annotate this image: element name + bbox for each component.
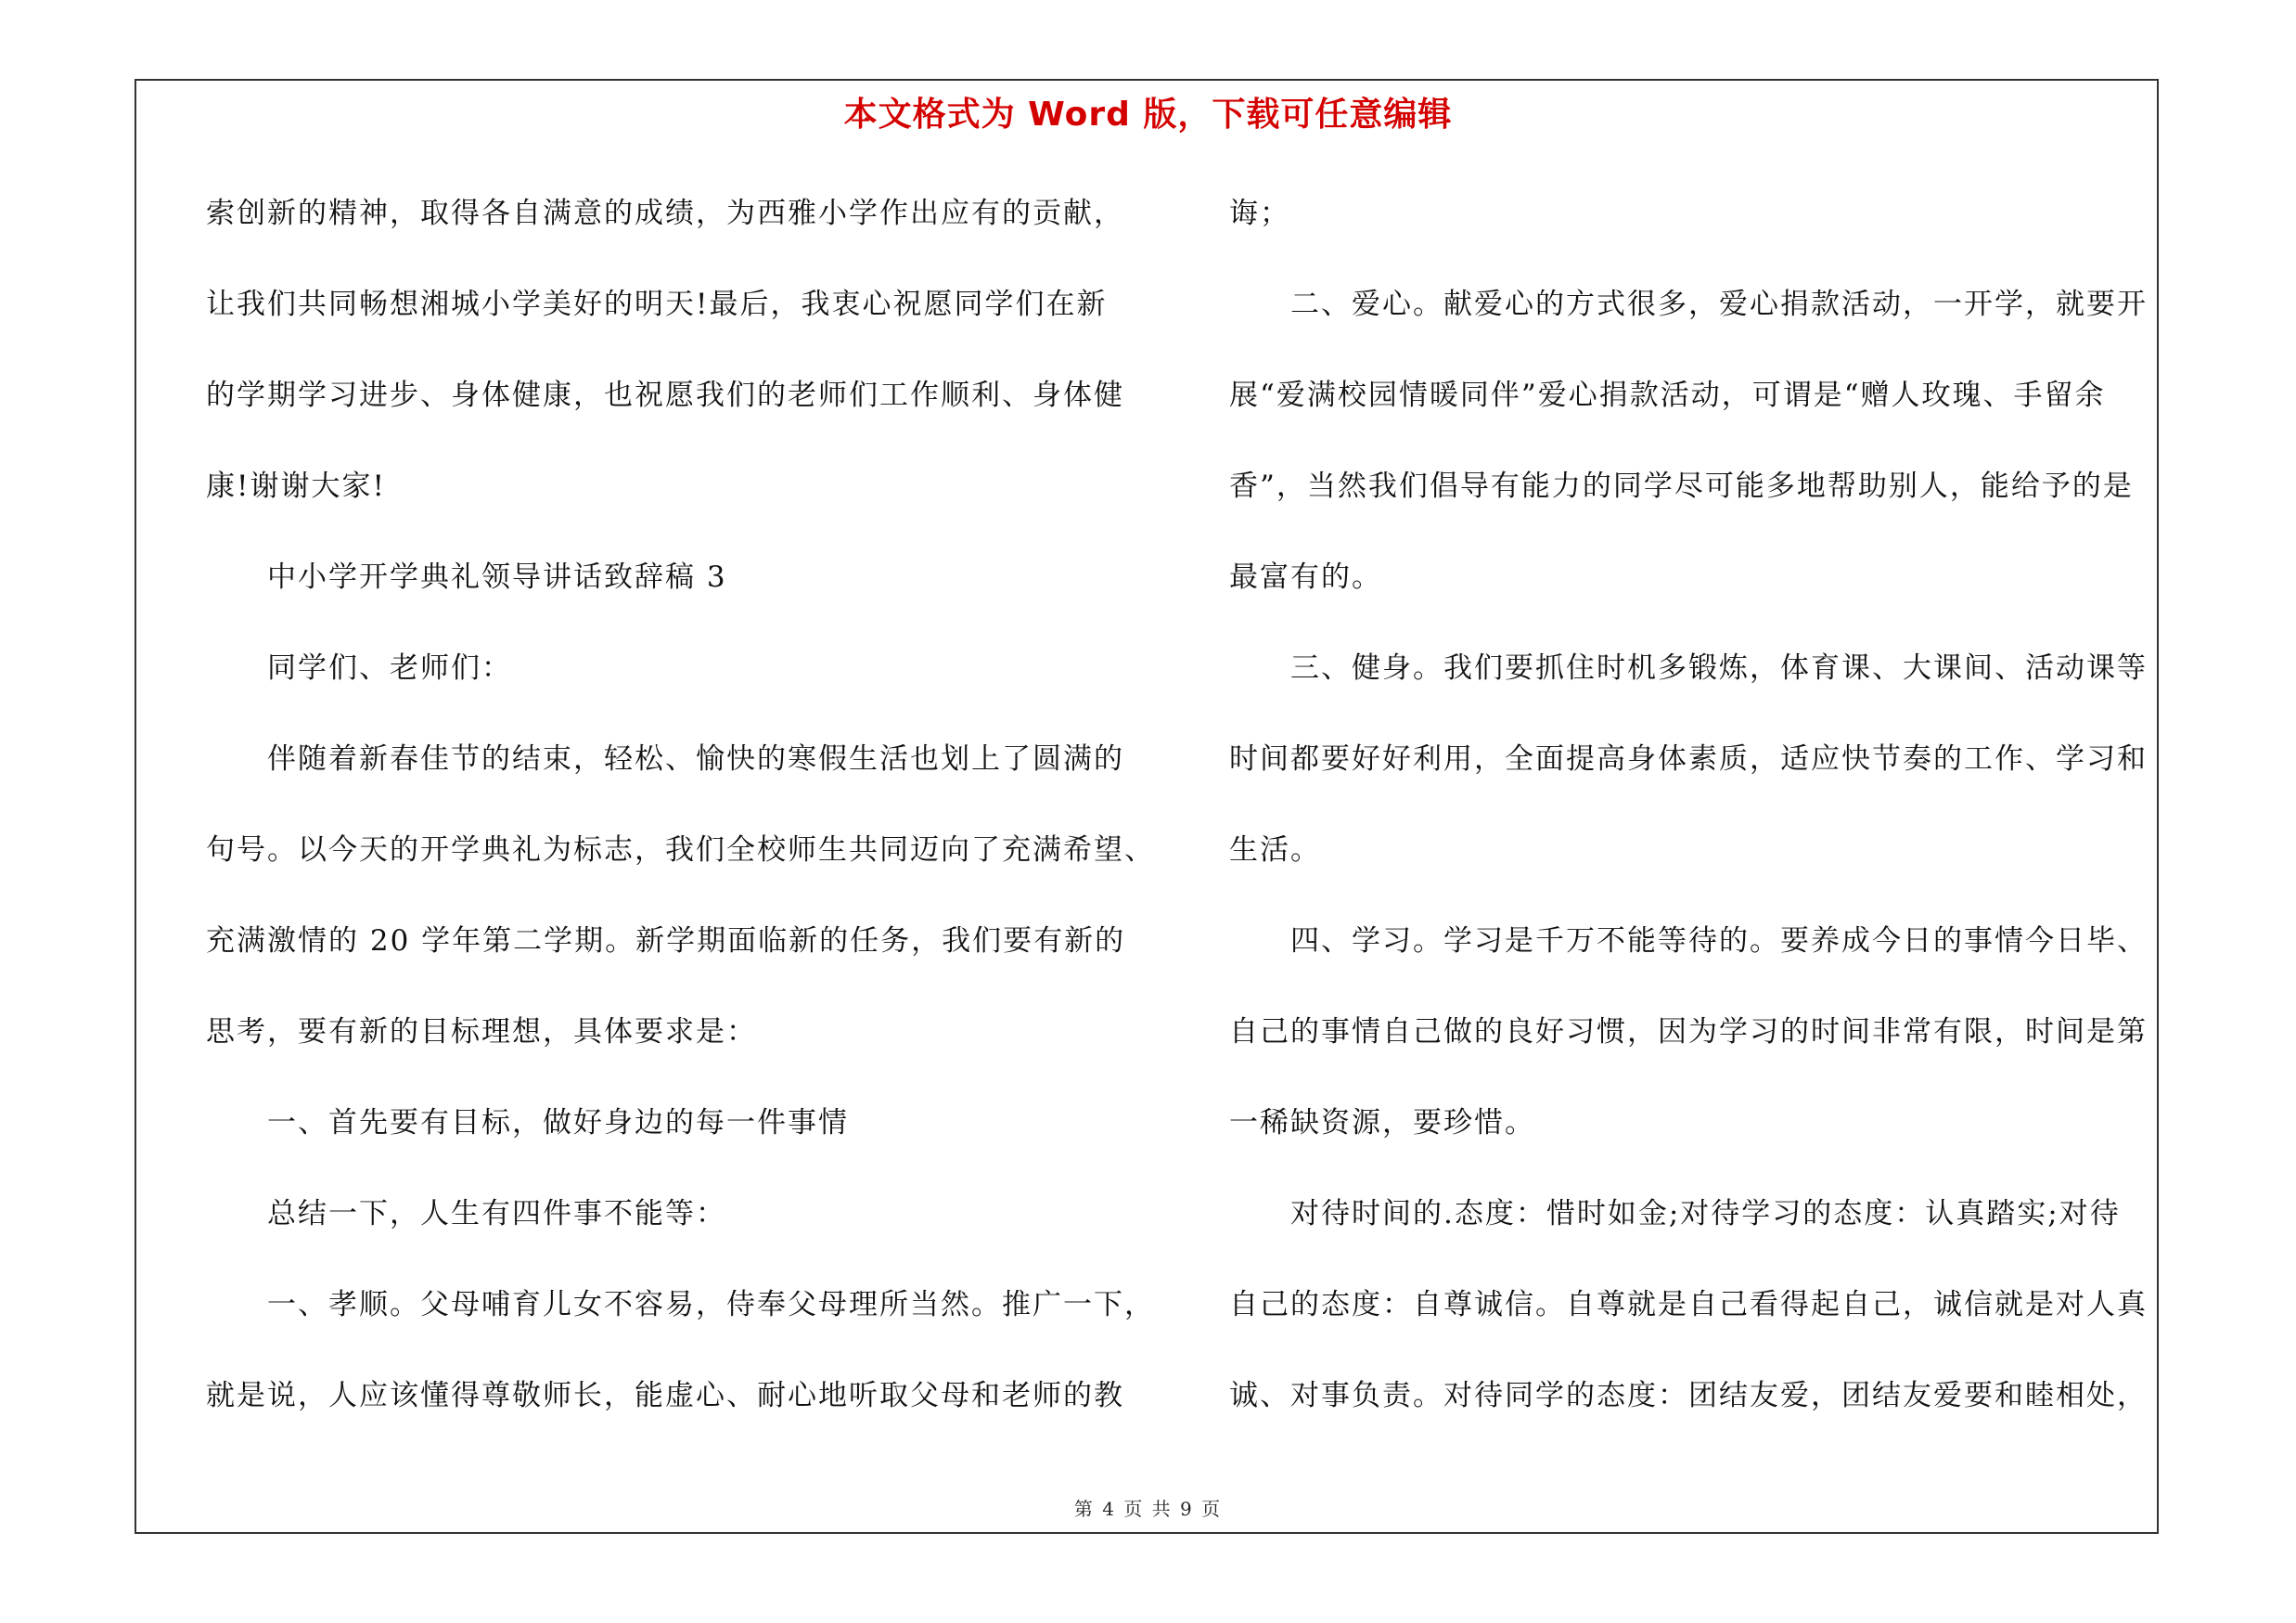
text-line: 让我们共同畅想湘城小学美好的明天!最后，我衷心祝愿同学们在新 <box>206 288 1108 321</box>
text-line: 一稀缺资源，要珍惜。 <box>1229 1106 1535 1140</box>
right-text-column <box>1229 184 2161 1457</box>
text-line: 展“爱满校园情暖同伴”爱心捐款活动，可谓是“赠人玫瑰、手留余 <box>1229 379 2106 412</box>
text-line: 对待时间的.态度：惜时如金;对待学习的态度：认真踏实;对待 <box>1290 1197 2121 1230</box>
text-line: 就是说，人应该懂得尊敬师长，能虚心、耐心地听取父母和老师的教 <box>206 1379 1124 1412</box>
text-line: 二、爱心。献爱心的方式很多，爱心捐款活动，一开学，就要开 <box>1290 288 2148 321</box>
text-line: 自己的事情自己做的良好习惯，因为学习的时间非常有限，时间是第 <box>1229 1015 2148 1049</box>
text-line: 最富有的。 <box>1229 560 1382 594</box>
text-line: 诲； <box>1229 197 1290 230</box>
text-line: 一、首先要有目标，做好身边的每一件事情 <box>267 1106 849 1140</box>
text-line: 时间都要好好利用，全面提高身体素质，适应快节奏的工作、学习和 <box>1229 742 2148 776</box>
text-line: 康!谢谢大家! <box>206 470 386 503</box>
text-line: 一、孝顺。父母哺育儿女不容易，侍奉父母理所当然。推广一下， <box>267 1288 1155 1321</box>
text-line: 总结一下，人生有四件事不能等： <box>267 1197 726 1230</box>
left-text-column <box>206 184 1155 1457</box>
text-line: 四、学习。学习是千万不能等待的。要养成今日的事情今日毕、 <box>1290 924 2148 958</box>
text-line: 生活。 <box>1229 833 1321 867</box>
text-line: 诚、对事负责。对待同学的态度：团结友爱，团结友爱要和睦相处， <box>1229 1379 2148 1412</box>
text-line: 中小学开学典礼领导讲话致辞稿 3 <box>267 560 727 594</box>
text-line: 句号。以今天的开学典礼为标志，我们全校师生共同迈向了充满希望、 <box>206 833 1155 867</box>
text-line: 三、健身。我们要抓住时机多锻炼，体育课、大课间、活动课等 <box>1290 651 2148 685</box>
text-line: 的学期学习进步、身体健康，也祝愿我们的老师们工作顺利、身体健 <box>206 379 1124 412</box>
text-line: 充满激情的 20 学年第二学期。新学期面临新的任务，我们要有新的 <box>206 924 1126 958</box>
text-line: 自己的态度：自尊诚信。自尊就是自己看得起自己，诚信就是对人真 <box>1229 1288 2148 1321</box>
text-line: 香”，当然我们倡导有能力的同学尽可能多地帮助别人，能给予的是 <box>1229 470 2134 503</box>
editable-format-banner: 本文格式为 Word 版，下载可任意编辑 <box>843 96 1453 134</box>
page-number-footer: 第 4 页 共 9 页 <box>1073 1498 1223 1520</box>
text-line: 索创新的精神，取得各自满意的成绩，为西雅小学作出应有的贡献， <box>206 197 1124 230</box>
text-line: 同学们、老师们： <box>267 651 512 685</box>
text-line: 伴随着新春佳节的结束，轻松、愉快的寒假生活也划上了圆满的 <box>267 742 1124 776</box>
text-line: 思考，要有新的目标理想，具体要求是： <box>206 1015 757 1049</box>
